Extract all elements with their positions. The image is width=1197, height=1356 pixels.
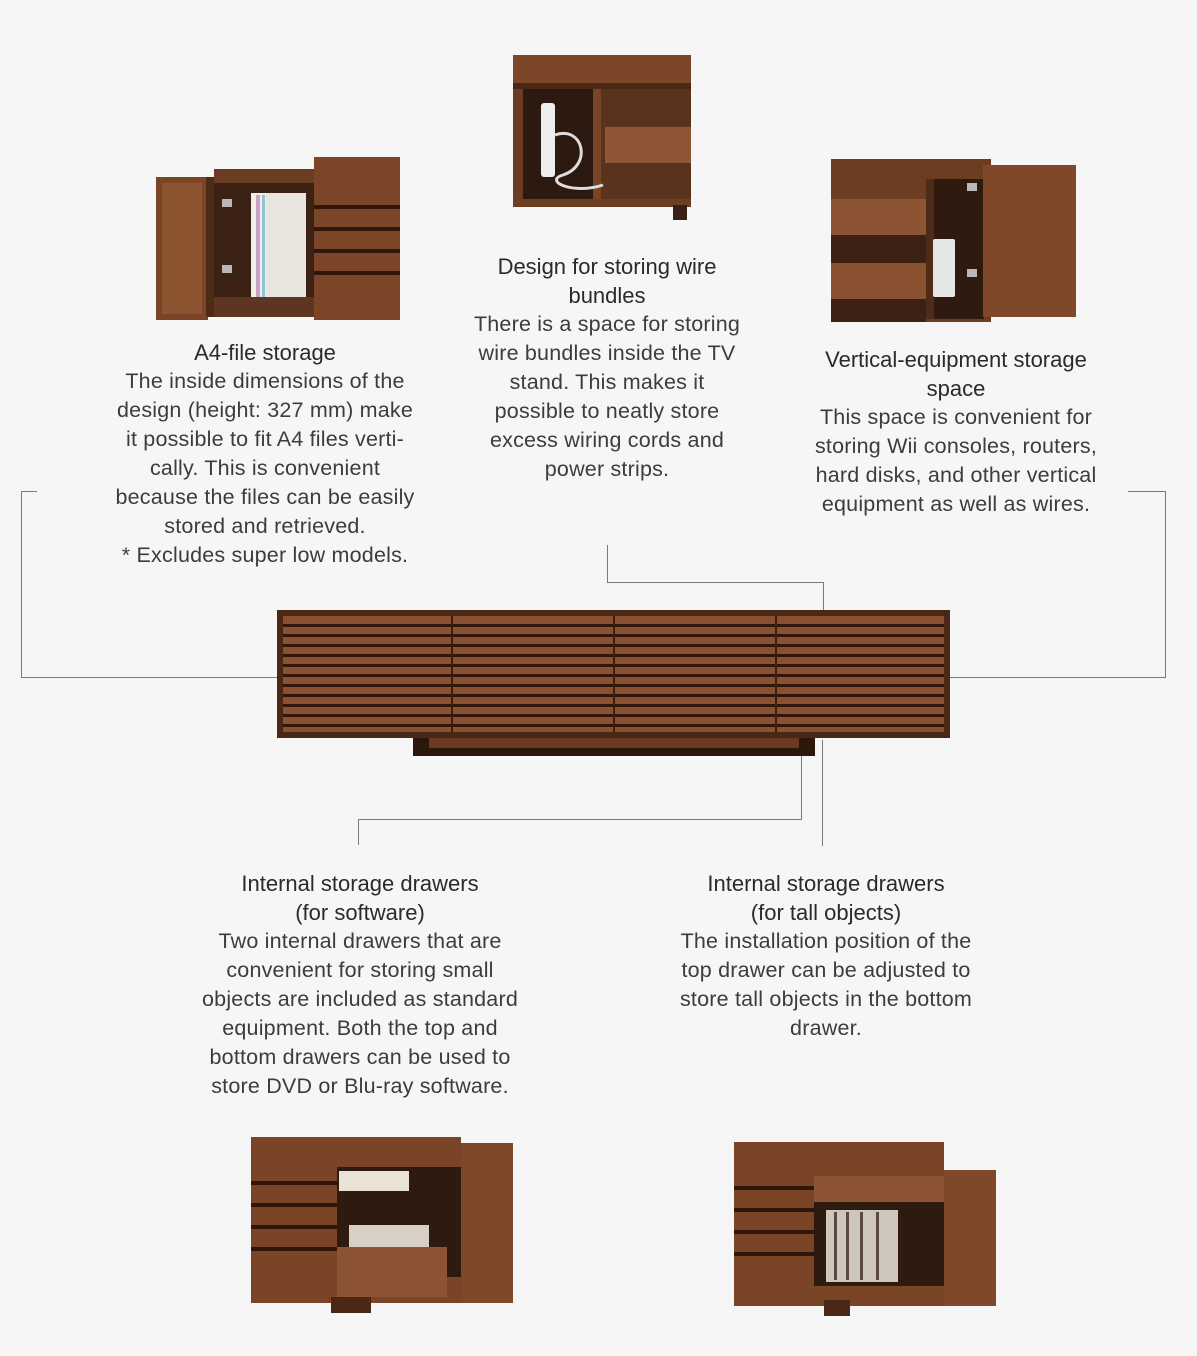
wire-storage-photo [513,55,691,220]
leader-line-wire-horiz [607,582,824,583]
feature-title [432,252,782,310]
tv-stand-photo [277,610,952,758]
desc-line: storing Wii consoles, routers, [814,434,1097,458]
software-drawers-photo [251,1137,513,1313]
feature-title [170,869,550,927]
desc-line: because the files can be easily [115,485,415,509]
title-line: bundles [568,283,646,308]
desc-line: store tall objects in the bottom [679,987,973,1011]
title-line: (for tall objects) [750,900,902,925]
desc-line: possible to neatly store [494,399,720,423]
title-line: Internal storage drawers [241,871,479,896]
feature-a4-file-storage [80,338,450,570]
feature-title [776,345,1136,403]
desc-line: power strips. [544,457,670,481]
desc-line: stored and retrieved. [164,514,366,538]
desc-line: cally. This is convenient [149,456,381,480]
leader-line-a4-tick [21,491,37,492]
leader-line-wire-drop [823,582,824,612]
title-line: (for software) [295,900,425,925]
desc-line: convenient for storing small [226,958,494,982]
title-line: Vertical-equipment storage [825,347,1087,372]
vertical-storage-photo [831,159,1076,322]
feature-wire-bundles [432,252,782,484]
tall-drawers-photo [734,1142,996,1316]
leader-line-vertical-vert [1165,491,1166,678]
desc-line: Two internal drawers that are [218,929,502,953]
title-line: Internal storage drawers [707,871,945,896]
desc-line: it possible to fit A4 files verti- [125,427,405,451]
feature-software-drawers [170,869,550,1101]
desc-line: objects are included as standard [202,987,518,1011]
leader-line-software-up [801,752,802,820]
feature-description [170,927,550,1101]
desc-line: excess wiring cords and [489,428,725,452]
title-line: Design for storing wire [497,254,717,279]
desc-line: * Excludes super low models. [121,543,409,567]
desc-line: design (height: 327 mm) make [117,398,413,422]
feature-description [776,403,1136,519]
desc-line: wire bundles inside the TV [478,341,736,365]
desc-line: hard disks, and other vertical [815,463,1097,487]
leader-line-a4-horiz [21,677,321,678]
desc-line: store DVD or Blu-ray software. [211,1074,509,1098]
desc-line: equipment as well as wires. [821,492,1091,516]
desc-line: The installation position of the [680,929,972,953]
feature-description [432,310,782,484]
leader-line-software-horiz [358,819,802,820]
feature-vertical-equipment [776,345,1136,519]
desc-line: This space is convenient for [819,405,1093,429]
desc-line: equipment. Both the top and [222,1016,498,1040]
feature-description [640,927,1012,1043]
desc-line: The inside dimensions of the [125,369,405,393]
desc-line: stand. This makes it [509,370,705,394]
feature-tall-drawers [640,869,1012,1043]
desc-line: There is a space for storing [473,312,741,336]
title-line: space [926,376,986,401]
feature-description [80,367,450,570]
leader-line-software-down [358,819,359,845]
feature-title: A4-file storage [194,340,336,365]
leader-line-wire-vert [607,545,608,583]
desc-line: drawer. [790,1016,862,1040]
a4-storage-photo [156,157,400,320]
desc-line: top drawer can be adjusted to [681,958,971,982]
leader-line-a4-vert [21,491,22,678]
desc-line: bottom drawers can be used to [209,1045,511,1069]
feature-title [640,869,1012,927]
